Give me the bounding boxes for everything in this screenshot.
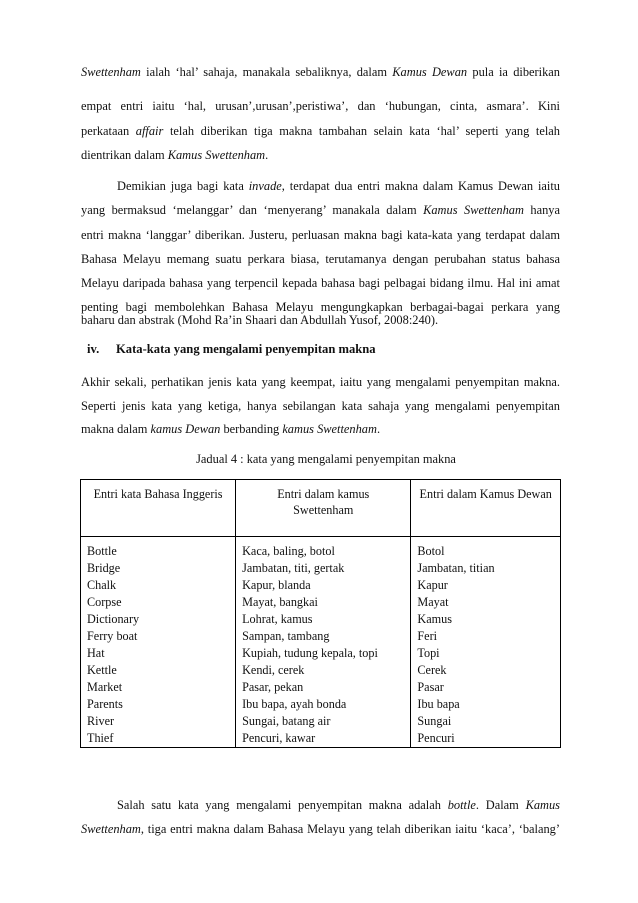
- table-cell-entry: Mayat, bangkai: [242, 595, 318, 609]
- section-number: iv.: [87, 342, 100, 356]
- table-cell-entry: Market: [87, 680, 123, 694]
- table-cell-entry: Thief: [87, 731, 114, 745]
- table-cell-entry: Ferry boat: [87, 629, 138, 643]
- text-run: Bahasa Melayu memang suatu perkara biasa, terutamanya dengan perubahan status bahasa: [81, 252, 560, 266]
- text-run: penting bagi membolehkan Bahasa Melayu mengungkapkan berbagai-bagai perkara yang: [81, 300, 560, 314]
- table-cell-entry: Kamus: [417, 612, 452, 626]
- header-dewan: [411, 480, 561, 537]
- table-cell-entry: Lohrat, kamus: [242, 612, 313, 626]
- table-cell-entry: Cerek: [417, 663, 447, 677]
- text-run: yang bermaksud ‘melanggar’ dan ‘menyerang’ manakala dalam: [81, 203, 424, 217]
- italic-text: Swettenham: [81, 65, 141, 79]
- italic-text: Kamus Swettenham: [423, 203, 524, 217]
- vocabulary-table: [80, 479, 561, 748]
- text-line: [81, 275, 560, 291]
- text-run: empat entri iaitu ‘hal, urusan’,urusan’,peristiwa’, dan ‘hubungan, cinta, asmara’. Kini: [81, 99, 560, 113]
- text-run: . Dalam: [475, 798, 526, 812]
- text-line: [117, 178, 560, 194]
- text-run: pula ia diberikan: [467, 65, 560, 79]
- header-english-label: Entri kata Bahasa Inggeris: [93, 487, 223, 501]
- text-line: [81, 398, 560, 414]
- italic-text: affair: [135, 124, 164, 138]
- table-cell-entry: Dictionary: [87, 612, 140, 626]
- italic-text: Swettenham: [81, 822, 141, 836]
- table-cell-entry: Ibu bapa: [417, 697, 460, 711]
- table-cell-entry: Kapur, blanda: [242, 578, 311, 592]
- text-line: [117, 797, 560, 813]
- header-dewan-label: Entri dalam Kamus Dewan: [419, 487, 552, 501]
- italic-text: Kamus: [525, 798, 560, 812]
- text-run: telah diberikan tiga makna tambahan selain kata ‘hal’ seperti yang telah: [163, 124, 560, 138]
- table-cell-entry: Kendi, cerek: [242, 663, 305, 677]
- text-line: [81, 123, 560, 139]
- table-cell-entry: Pencuri: [417, 731, 455, 745]
- text-line: [81, 374, 560, 390]
- table-cell-entry: Bottle: [87, 544, 117, 558]
- table-cell-entry: Kaca, baling, botol: [242, 544, 335, 558]
- table-cell-entry: Sampan, tambang: [242, 629, 330, 643]
- text-run: Salah satu kata yang mengalami penyempitan makna adalah: [117, 798, 448, 812]
- table-cell-entry: Kupiah, tudung kepala, topi: [242, 646, 378, 660]
- italic-text: kamus Dewan: [150, 422, 221, 436]
- section-heading: [87, 342, 376, 357]
- text-line: [81, 251, 560, 267]
- text-run: hanya: [523, 203, 560, 217]
- text-line: [81, 312, 560, 328]
- table-cell-entry: Corpse: [87, 595, 122, 609]
- table-cell-entry: Topi: [417, 646, 440, 660]
- text-run: dientrikan dalam: [81, 148, 168, 162]
- text-line: [81, 227, 560, 243]
- column-swettenham: [236, 537, 411, 748]
- text-run: perkataan: [81, 124, 136, 138]
- table-cell-entry: Jambatan, titian: [417, 561, 495, 575]
- italic-text: bottle: [447, 798, 476, 812]
- table-cell-entry: Feri: [417, 629, 438, 643]
- text-line: [81, 147, 560, 163]
- table-cell-entry: Kettle: [87, 663, 117, 677]
- text-run: baharu dan abstrak (Mohd Ra’in Shaari dan Abdullah Yusof, 2008:240).: [81, 313, 439, 327]
- italic-text: Kamus Swettenham: [167, 148, 266, 162]
- table-cell-entry: Hat: [87, 646, 105, 660]
- italic-text: Kamus Dewan: [392, 65, 468, 79]
- text-run: .: [265, 148, 269, 162]
- table-caption: Jadual 4 : kata yang mengalami penyempitan makna: [196, 452, 456, 466]
- section-title: Kata-kata yang mengalami penyempitan makna: [116, 342, 376, 356]
- table-cell-entry: Parents: [87, 697, 123, 711]
- text-line: [81, 98, 560, 114]
- table-cell-entry: Jambatan, titi, gertak: [242, 561, 345, 575]
- table-body-row: [81, 537, 561, 748]
- text-run: Demikian juga bagi kata: [117, 179, 249, 193]
- header-swettenham: [236, 480, 411, 537]
- text-run: ialah ‘hal’ sahaja, manakala sebaliknya, dalam: [140, 65, 393, 79]
- table-cell-entry: Chalk: [87, 578, 117, 592]
- text-run: Akhir sekali, perhatikan jenis kata yang keempat, iaitu yang mengalami penyempitan makna.: [81, 375, 560, 389]
- text-run: , terdapat dua entri makna dalam Kamus Dewan iaitu: [281, 179, 560, 193]
- text-line: [81, 821, 560, 837]
- table-cell-entry: Sungai, batang air: [242, 714, 331, 728]
- text-line: [81, 421, 560, 437]
- table-cell-entry: Bridge: [87, 561, 121, 575]
- table-cell-entry: River: [87, 714, 115, 728]
- text-run: entri makna ‘langgar’ diberikan. Justeru, perluasan makna bagi kata-kata yang terdapat dalam: [81, 228, 560, 242]
- header-swettenham-label: Entri dalam kamus Swettenham: [277, 487, 370, 517]
- table-cell-entry: Pasar: [417, 680, 444, 694]
- table-cell-entry: Ibu bapa, ayah bonda: [242, 697, 347, 711]
- table-cell-entry: Pasar, pekan: [242, 680, 304, 694]
- column-english: [81, 537, 236, 748]
- table-header-row: [81, 480, 561, 537]
- column-dewan: [411, 537, 561, 748]
- text-run: Seperti jenis kata yang ketiga, hanya sebilangan kata sahaja yang mengalami penyempitan: [81, 399, 560, 413]
- text-line: [81, 202, 560, 218]
- text-run: , tiga entri makna dalam Bahasa Melayu yang telah diberikan iaitu ‘kaca’, ‘balang’: [140, 822, 560, 836]
- text-run: berbanding: [220, 422, 283, 436]
- table-cell-entry: Pencuri, kawar: [242, 731, 316, 745]
- table-cell-entry: Sungai: [417, 714, 452, 728]
- header-english: [81, 480, 236, 537]
- text-line: [81, 64, 560, 80]
- table-cell-entry: Botol: [417, 544, 445, 558]
- table-cell-entry: Mayat: [417, 595, 449, 609]
- italic-text: invade: [248, 179, 282, 193]
- italic-text: kamus Swettenham: [282, 422, 377, 436]
- text-run: Melayu daripada bahasa yang terpencil kepada bahasa bagi pelbagai bidang ilmu. Hal ini amat: [81, 276, 560, 290]
- text-run: makna dalam: [81, 422, 151, 436]
- table-cell-entry: Kapur: [417, 578, 448, 592]
- text-run: .: [376, 422, 381, 436]
